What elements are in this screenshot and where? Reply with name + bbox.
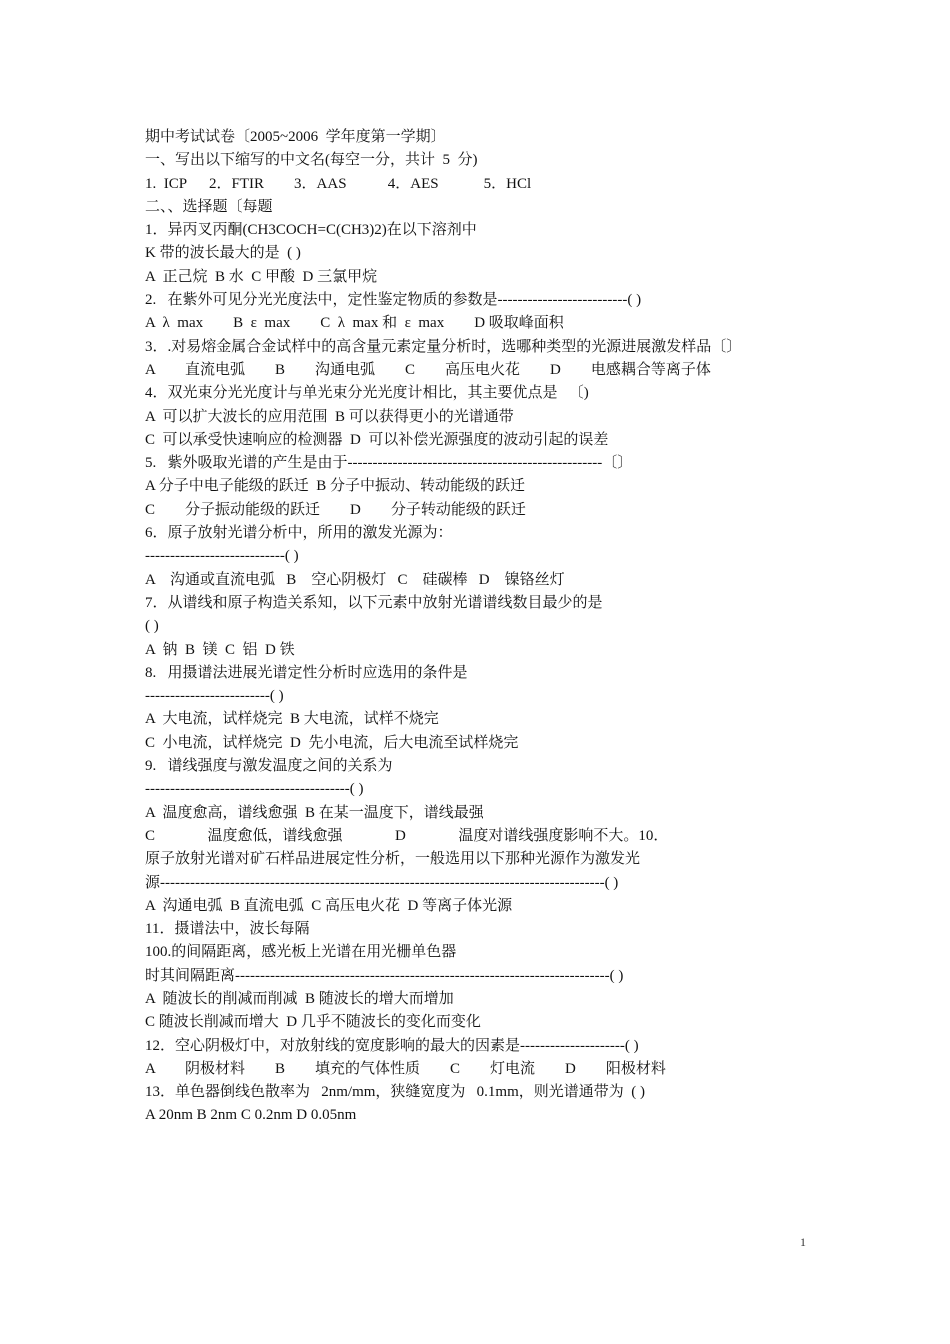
text-line: 5. 紫外吸取光谱的产生是由于---------------------------------------------------〔〕 bbox=[145, 455, 633, 472]
text-line: ( ) bbox=[145, 618, 159, 635]
text-line: K 带的波长最大的是 ( ) bbox=[145, 245, 301, 262]
text-line: 13．单色器倒线色散率为 2nm/mm，狭缝宽度为 0.1mm，则光谱通带为 ( ) bbox=[145, 1084, 645, 1101]
text-line: 6．原子放射光谱分析中，所用的激发光源为： bbox=[145, 525, 453, 542]
text-line: A 20nm B 2nm C 0.2nm D 0.05nm bbox=[145, 1107, 357, 1124]
text-line: -----------------------------------------( ) bbox=[145, 781, 364, 798]
text-line: A 正己烷 B 水 C 甲酸 D 三氯甲烷 bbox=[145, 268, 378, 285]
text-line: 8. 用摄谱法进展光谱定性分析时应选用的条件是 bbox=[145, 664, 468, 681]
text-line: 100.的间隔距离，感光板上光谱在用光栅单色器 bbox=[145, 944, 457, 961]
text-line: 12．空心阴极灯中，对放射线的宽度影响的最大的因素是---------------------( ) bbox=[145, 1037, 639, 1054]
text-line: ----------------------------( ) bbox=[145, 548, 299, 565]
text-line: 11．摄谱法中，波长每隔 bbox=[145, 921, 310, 938]
text-line: 一、写出以下缩写的中文名(每空一分，共计 5 分) bbox=[145, 152, 478, 169]
text-line: 1．异丙叉丙酮(CH3COCH=C(CH3)2)在以下溶剂中 bbox=[145, 222, 477, 239]
text-line: C 随波长削减而增大 D 几乎不随波长的变化而变化 bbox=[145, 1014, 481, 1031]
text-line: 时其间隔距离---------------------------------------------------------------------------( ) bbox=[145, 967, 624, 984]
text-line: A 阴极材料 B 填充的气体性质 C 灯电流 D 阳极材料 bbox=[145, 1060, 666, 1077]
exam-text-body bbox=[145, 126, 805, 1128]
text-line: 9. 谱线强度与激发温度之间的关系为 bbox=[145, 758, 393, 775]
page-number: 1 bbox=[800, 1235, 806, 1249]
text-line: 原子放射光谱对矿石样品进展定性分析，一般选用以下那种光源作为激发光 bbox=[145, 851, 641, 868]
text-line: A 沟通电弧 B 直流电弧 C 高压电火花 D 等离子体光源 bbox=[145, 897, 513, 914]
text-line: A 钠 B 镁 C 铝 D 铁 bbox=[145, 641, 295, 658]
text-line: 期中考试试卷〔2005~2006 学年度第一学期〕 bbox=[145, 129, 446, 145]
text-line: C 小电流，试样烧完 D 先小电流，后大电流至试样烧完 bbox=[145, 734, 519, 751]
text-line: A λ max B ε max C λ max 和 ε max D 吸取峰面积 bbox=[145, 315, 564, 332]
text-line: A 温度愈高，谱线愈强 B 在某一温度下，谱线最强 bbox=[145, 804, 484, 821]
text-line: 源-----------------------------------------------------------------------------------------( ) bbox=[145, 874, 619, 891]
text-line: C 分子振动能级的跃迁 D 分子转动能级的跃迁 bbox=[145, 501, 526, 518]
text-line: A 直流电弧 B 沟通电弧 C 高压电火花 D 电感耦合等离子体 bbox=[145, 361, 711, 378]
text-line: A 大电流，试样烧完 B 大电流，试样不烧完 bbox=[145, 711, 439, 728]
text-line: A 随波长的削减而削减 B 随波长的增大而增加 bbox=[145, 990, 454, 1007]
text-line: 二、、选择题〔每题 bbox=[145, 198, 273, 215]
text-line: -------------------------( ) bbox=[145, 688, 284, 705]
text-line: 2. 在紫外可见分光光度法中，定性鉴定物质的参数是--------------------------( ) bbox=[145, 292, 642, 309]
text-line: C 温度愈低，谱线愈强 D 温度对谱线强度影响不大。10． bbox=[145, 827, 669, 844]
text-line: A 分子中电子能级的跃迁 B 分子中振动、转动能级的跃迁 bbox=[145, 478, 526, 495]
text-line: 7．从谱线和原子构造关系知，以下元素中放射光谱谱线数目最少的是 bbox=[145, 594, 603, 611]
text-line: 1. ICP 2．FTIR 3．AAS 4．AES 5．HCl bbox=[145, 175, 532, 192]
text-line: C 可以承受快速响应的检测器 D 可以补偿光源强度的波动引起的误差 bbox=[145, 431, 609, 448]
text-line: A 沟通或直流电弧 B 空心阴极灯 C 硅碳棒 D 镍铬丝灯 bbox=[145, 571, 565, 588]
text-line: A 可以扩大波长的应用范围 B 可以获得更小的光谱通带 bbox=[145, 408, 514, 425]
text-line: 4．双光束分光光度计与单光束分光光度计相比，其主要优点是 〔) bbox=[145, 385, 589, 402]
text-line: 3．.对易熔金属合金试样中的高含量元素定量分析时，选哪种类型的光源进展激发样品〔〕 bbox=[145, 338, 742, 355]
